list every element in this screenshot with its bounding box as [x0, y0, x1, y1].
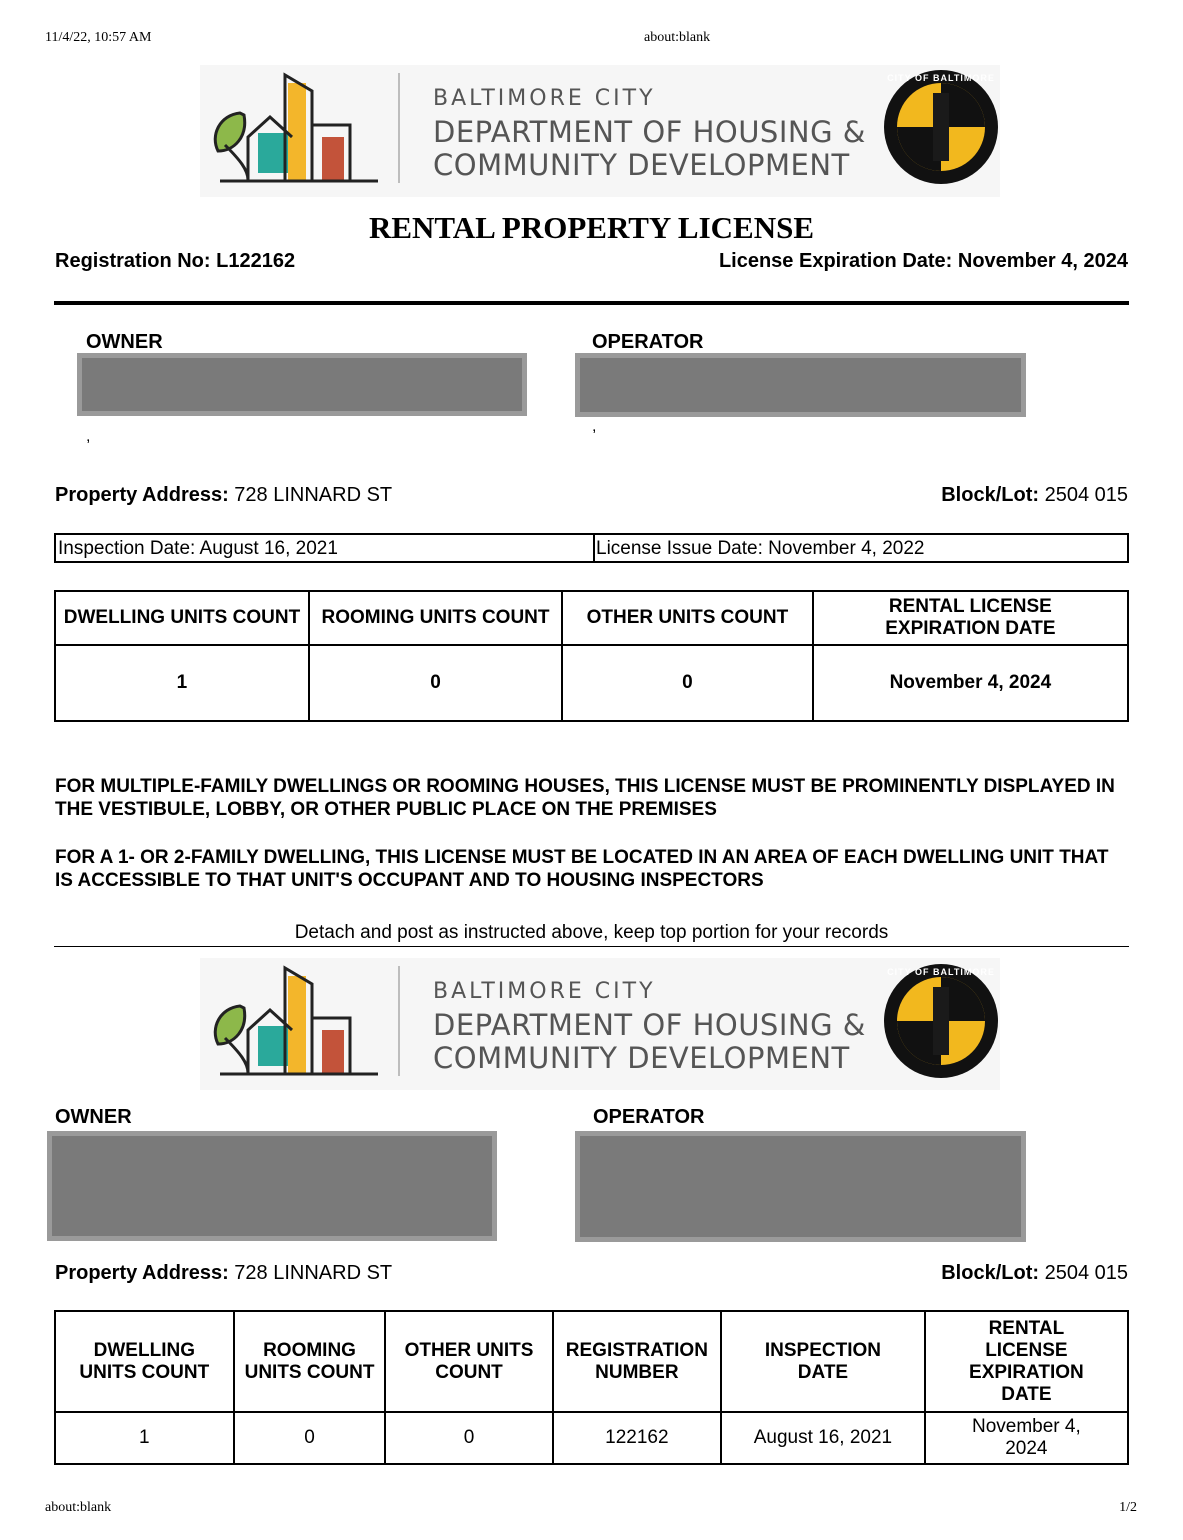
units-cell: 1 [55, 645, 309, 721]
logo-city: BALTIMORE CITY [433, 86, 656, 111]
units-cell: 0 [562, 645, 813, 721]
units-table [54, 590, 1129, 722]
block-lot [941, 484, 1128, 507]
stub-logo-city: BALTIMORE CITY [433, 979, 656, 1004]
notice-single-family: FOR A 1- OR 2-FAMILY DWELLING, THIS LICENSE MUST BE LOCATED IN AN AREA OF EACH DWELLING UNIT THAT IS ACCESSIBLE TO THAT UNIT'S OCCUPANT AND TO HOUSING INSPECTORS [55, 847, 1109, 891]
inspection-date: Inspection Date: August 16, 2021 [58, 538, 338, 559]
stub-block-lot-value: 2504 015 [1039, 1262, 1128, 1284]
stub-owner-redacted [47, 1131, 497, 1241]
units-cell: November 4, 2024 [813, 645, 1128, 721]
print-url: about:blank [644, 30, 711, 45]
operator-redacted [575, 353, 1026, 417]
stub-property-address-value: 728 LINNARD ST [228, 1262, 393, 1284]
stub-header: RENTAL LICENSE EXPIRATION DATE [925, 1311, 1128, 1412]
print-page-number: 1/2 [1119, 1500, 1137, 1515]
stub-header: REGISTRATION NUMBER [553, 1311, 722, 1412]
units-header: OTHER UNITS COUNT [562, 591, 813, 645]
stub-owner-label: OWNER [55, 1106, 132, 1128]
units-cell: 0 [309, 645, 562, 721]
dates-box [54, 533, 1129, 563]
license-expiration: License Expiration Date: November 4, 2024 [718, 250, 1128, 272]
stub-cell: 122162 [553, 1412, 722, 1464]
owner-redacted [77, 353, 527, 416]
stub-block-lot [941, 1262, 1128, 1285]
stub-cell: 1 [55, 1412, 234, 1464]
owner-comma: , [86, 428, 91, 445]
stub-operator-redacted [575, 1131, 1026, 1242]
units-table-header-row [55, 591, 1128, 645]
stub-housing-logo-icon [200, 958, 390, 1088]
stub-logo-dept-line1: DEPARTMENT OF HOUSING & [433, 1008, 866, 1042]
registration-number: Registration No: L122162 [55, 250, 296, 272]
issue-date: License Issue Date: November 4, 2022 [596, 538, 925, 559]
stub-cell: November 4, 2024 [925, 1412, 1128, 1464]
stub-table-header-row [55, 1311, 1128, 1412]
block-lot-value: 2504 015 [1039, 484, 1128, 506]
stub-table [54, 1310, 1129, 1465]
stub-header: INSPECTION DATE [721, 1311, 925, 1412]
stub-operator-label: OPERATOR [593, 1106, 705, 1128]
units-header: RENTAL LICENSE EXPIRATION DATE [813, 591, 1128, 645]
print-datetime: 11/4/22, 10:57 AM [45, 30, 152, 45]
dates-divider [593, 535, 595, 561]
housing-logo-icon [200, 65, 390, 195]
seal-text: CITY OF BALTIMORE [887, 73, 995, 83]
page-title: RENTAL PROPERTY LICENSE [368, 210, 815, 245]
block-lot-label: Block/Lot: [941, 484, 1040, 506]
stub-cell: August 16, 2021 [721, 1412, 925, 1464]
logo-dept-line1: DEPARTMENT OF HOUSING & [433, 115, 866, 149]
header-rule [54, 301, 1129, 305]
stub-header: DWELLING UNITS COUNT [55, 1311, 234, 1412]
stub-logo-dept-line2: COMMUNITY DEVELOPMENT [433, 1041, 850, 1075]
detach-rule [54, 946, 1129, 947]
units-table-row [55, 645, 1128, 721]
property-address-value: 728 LINNARD ST [228, 484, 393, 506]
property-address [55, 484, 392, 507]
stub-cell: 0 [234, 1412, 386, 1464]
stub-table-row [55, 1412, 1128, 1464]
stub-property-address-label: Property Address: [55, 1262, 229, 1284]
notice-multi-family: FOR MULTIPLE-FAMILY DWELLINGS OR ROOMING HOUSES, THIS LICENSE MUST BE PROMINENTLY DISPLAYED IN THE VESTIBULE, LOBBY, OR OTHER PUBLIC PLACE ON THE PREMISES [55, 776, 1115, 820]
stub-cell: 0 [385, 1412, 552, 1464]
city-seal-icon [884, 70, 998, 184]
units-header: ROOMING UNITS COUNT [309, 591, 562, 645]
property-address-label: Property Address: [55, 484, 229, 506]
operator-label: OPERATOR [592, 331, 704, 353]
stub-property-address [55, 1262, 392, 1285]
stub-header: OTHER UNITS COUNT [385, 1311, 552, 1412]
operator-comma: , [592, 418, 597, 435]
stub-header: ROOMING UNITS COUNT [234, 1311, 386, 1412]
logo-dept-line2: COMMUNITY DEVELOPMENT [433, 148, 850, 182]
units-header: DWELLING UNITS COUNT [55, 591, 309, 645]
stub-city-seal-icon [884, 964, 998, 1078]
detach-instructions: Detach and post as instructed above, keep top portion for your records [294, 922, 889, 943]
owner-label: OWNER [86, 331, 163, 353]
print-footer-url: about:blank [45, 1500, 112, 1515]
stub-seal-text: CITY OF BALTIMORE [887, 967, 995, 977]
stub-block-lot-label: Block/Lot: [941, 1262, 1040, 1284]
